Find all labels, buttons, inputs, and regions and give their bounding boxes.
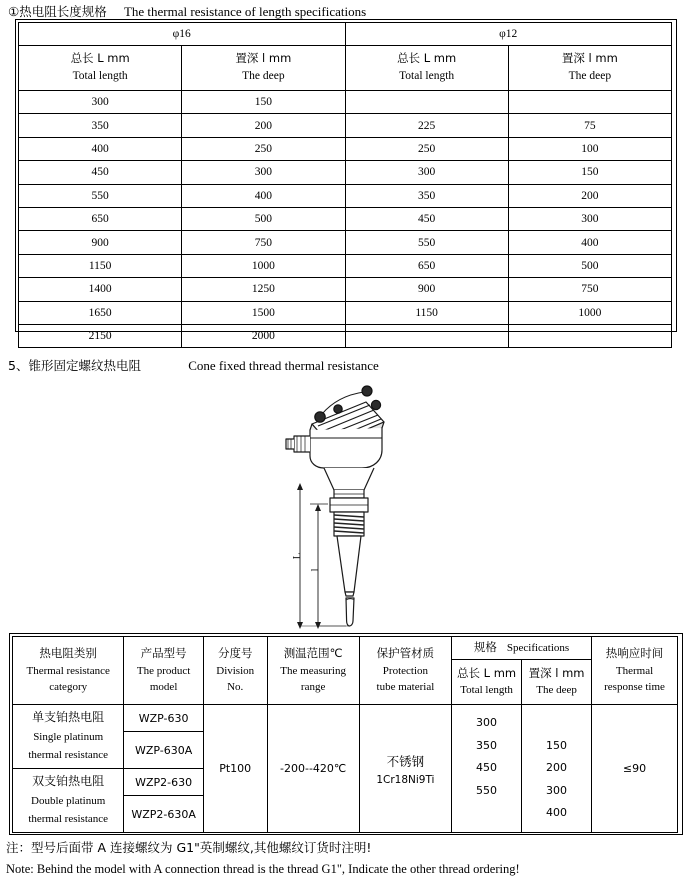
total-length-value: 450	[476, 761, 498, 775]
category-en2: thermal resistance	[28, 813, 109, 826]
cell-deep-16: 500	[182, 207, 345, 230]
header-division-en2: No.	[227, 681, 244, 694]
header-specifications	[452, 637, 592, 660]
category-cn: 单支铂热电阻	[32, 710, 105, 725]
category-cn: 双支铂热电阻	[32, 774, 105, 789]
cell-deep-16: 750	[182, 231, 345, 254]
header-category-cn: 热电阻类别	[39, 646, 97, 661]
cell-deep-16: 300	[182, 161, 345, 184]
column-header-total-length-16	[19, 46, 182, 91]
deep-value: 200	[546, 761, 568, 775]
conical-protection-tube	[337, 536, 361, 626]
head-housing	[286, 428, 382, 468]
table-row	[19, 114, 672, 137]
header-model-en2: model	[149, 681, 178, 694]
cell-model-2: WZP-630A	[124, 732, 204, 769]
section5-title	[8, 356, 379, 374]
cell-total-length-12: 650	[345, 254, 508, 277]
column-header-en: The deep	[242, 70, 285, 82]
cell-total-length-12	[345, 324, 508, 347]
cell-total-length-12: 300	[345, 161, 508, 184]
column-header-cn: 总长 L mm	[397, 51, 457, 66]
cell-deep-16: 1250	[182, 278, 345, 301]
note-english: Note: Behind the model with A connection thread is the thread G1", Indicate the other thread ordering!	[6, 862, 520, 876]
material-cn: 不锈钢	[386, 753, 425, 769]
cell-measuring-range: -200--420℃	[267, 705, 359, 833]
thread-section	[334, 512, 364, 536]
cell-total-length-16: 550	[19, 184, 182, 207]
cell-total-length-12: 550	[345, 231, 508, 254]
cell-deep-12	[508, 324, 671, 347]
header-range-en2: range	[300, 681, 326, 694]
cell-total-length-16: 900	[19, 231, 182, 254]
cell-deep-16: 400	[182, 184, 345, 207]
cell-category-single	[13, 705, 124, 769]
cell-total-length-12: 225	[345, 114, 508, 137]
cell-tube-material	[359, 705, 451, 833]
cell-deep-12: 300	[508, 207, 671, 230]
header-material-en2: tube material	[376, 681, 435, 694]
cell-deep-12: 150	[508, 161, 671, 184]
column-header-cn: 置深 l mm	[235, 51, 292, 66]
cell-total-length-16: 400	[19, 137, 182, 160]
category-en: Single platinum	[33, 731, 104, 744]
column-header-cn: 总长 L mm	[70, 51, 130, 66]
total-length-value: 550	[476, 783, 498, 797]
table-row	[19, 207, 672, 230]
section1-title-en: The thermal resistance of length specifications	[123, 4, 367, 19]
cell-total-length-12: 900	[345, 278, 508, 301]
cell-deep-12: 750	[508, 278, 671, 301]
cell-deep-12: 100	[508, 137, 671, 160]
cell-deep-16: 150	[182, 91, 345, 114]
total-length-value: 300	[476, 716, 498, 730]
cell-total-length-16: 350	[19, 114, 182, 137]
cell-total-length-16: 650	[19, 207, 182, 230]
deep-value: 150	[546, 738, 568, 752]
table-row	[13, 705, 678, 732]
head-neck	[324, 468, 374, 498]
section5-number: 5、	[8, 358, 29, 373]
cell-total-length-16: 1400	[19, 278, 182, 301]
material-en: 1Cr18Ni9Ti	[376, 773, 435, 786]
cell-model-4: WZP2-630A	[124, 796, 204, 833]
column-header-cn: 置深 l mm	[561, 51, 618, 66]
table-row	[19, 254, 672, 277]
cell-division-no: Pt100	[203, 705, 267, 833]
header-deep-cn: 置深 l mm	[528, 666, 585, 681]
cell-deep-12: 200	[508, 184, 671, 207]
cell-total-length-12: 350	[345, 184, 508, 207]
cell-response-time: ≤90	[592, 705, 678, 833]
header-response-en2: response time	[604, 681, 665, 694]
diameter-header-12: φ12	[345, 23, 672, 46]
table-row	[19, 231, 672, 254]
diameter-header-16: φ16	[19, 23, 346, 46]
section5-title-cn: 锥形固定螺纹热电阻	[28, 358, 141, 373]
header-division	[203, 637, 267, 705]
header-spec-total-length	[452, 660, 522, 705]
header-total-length-cn: 总长 L mm	[456, 666, 517, 681]
cell-deep-16: 250	[182, 137, 345, 160]
table-row	[19, 137, 672, 160]
cell-total-length-12: 450	[345, 207, 508, 230]
rtd-technical-drawing	[250, 378, 450, 630]
table-row	[19, 91, 672, 114]
category-en: Double platinum	[31, 795, 106, 808]
cell-deep-16: 1500	[182, 301, 345, 324]
column-header-deep-16	[182, 46, 345, 91]
header-measuring-range	[267, 637, 359, 705]
table-row-diameter-header	[19, 23, 672, 46]
hex-nut	[330, 498, 368, 512]
section5-title-en: Cone fixed thread thermal resistance	[188, 358, 379, 373]
cell-deep-16: 2000	[182, 324, 345, 347]
cell-spec-deeps	[522, 705, 592, 833]
cell-deep-12: 75	[508, 114, 671, 137]
table-row	[19, 278, 672, 301]
cell-total-length-12	[345, 91, 508, 114]
table-row	[19, 184, 672, 207]
section1-title	[8, 2, 366, 20]
cell-model-1: WZP-630	[124, 705, 204, 732]
header-category-en: Thermal resistance	[26, 664, 110, 677]
table-row	[19, 301, 672, 324]
column-header-en: The deep	[568, 70, 612, 82]
column-header-deep-12	[508, 46, 671, 91]
header-specifications-en: Specifications	[506, 642, 570, 655]
length-specification-table	[18, 22, 672, 348]
table-row-spec-header-1	[13, 637, 678, 660]
header-response-cn: 热响应时间	[605, 646, 664, 661]
header-material-en: Protection	[382, 664, 429, 677]
table-row	[19, 161, 672, 184]
cell-total-length-16: 450	[19, 161, 182, 184]
header-response-en: Thermal	[615, 664, 654, 677]
header-division-cn: 分度号	[217, 646, 253, 661]
cell-deep-16: 1000	[182, 254, 345, 277]
deep-value: 400	[546, 806, 568, 820]
cell-total-length-16: 2150	[19, 324, 182, 347]
section1-title-cn: ①热电阻长度规格	[8, 4, 107, 19]
cell-deep-12: 500	[508, 254, 671, 277]
header-model-cn: 产品型号	[140, 646, 187, 661]
header-material-cn: 保护管材质	[376, 646, 435, 661]
cell-deep-12	[508, 91, 671, 114]
cell-category-double	[13, 769, 124, 833]
cell-total-length-12: 250	[345, 137, 508, 160]
column-header-total-length-12	[345, 46, 508, 91]
product-specification-table	[12, 636, 678, 833]
cell-model-3: WZP2-630	[124, 769, 204, 796]
cell-total-length-16: 1150	[19, 254, 182, 277]
header-category	[13, 637, 124, 705]
cell-total-length-12: 1150	[345, 301, 508, 324]
cone-fixed-thread-rtd-diagram	[250, 378, 450, 630]
note-chinese: 注：型号后面带 A 连接螺纹为 G1"英制螺纹,其他螺纹订货时注明!	[6, 840, 372, 855]
cell-deep-12: 400	[508, 231, 671, 254]
table-row-column-header	[19, 46, 672, 91]
cell-total-length-16: 1650	[19, 301, 182, 324]
header-range-en: The measuring	[280, 664, 346, 677]
header-response-time	[592, 637, 678, 705]
header-division-en: Division	[216, 664, 255, 677]
category-en2: thermal resistance	[28, 749, 109, 762]
header-tube-material	[359, 637, 451, 705]
cell-deep-12: 1000	[508, 301, 671, 324]
column-header-en: Total length	[72, 70, 128, 82]
header-deep-en: The deep	[536, 684, 577, 697]
header-specifications-cn: 规格	[473, 640, 497, 655]
cell-total-length-16: 300	[19, 91, 182, 114]
header-model-en: The product	[136, 664, 191, 677]
deep-value: 300	[546, 783, 568, 797]
header-total-length-en: Total length	[460, 684, 513, 697]
cell-spec-total-lengths	[452, 705, 522, 833]
dimension-label-total-length: L	[291, 552, 303, 560]
dimension-label-deep: l	[309, 568, 321, 572]
header-range-cn: 测温范围℃	[283, 646, 343, 661]
table-row	[19, 324, 672, 347]
header-category-en2: category	[49, 681, 88, 694]
cell-deep-16: 200	[182, 114, 345, 137]
total-length-value: 350	[476, 738, 498, 752]
header-spec-deep	[522, 660, 592, 705]
header-model	[124, 637, 204, 705]
column-header-en: Total length	[399, 70, 455, 82]
